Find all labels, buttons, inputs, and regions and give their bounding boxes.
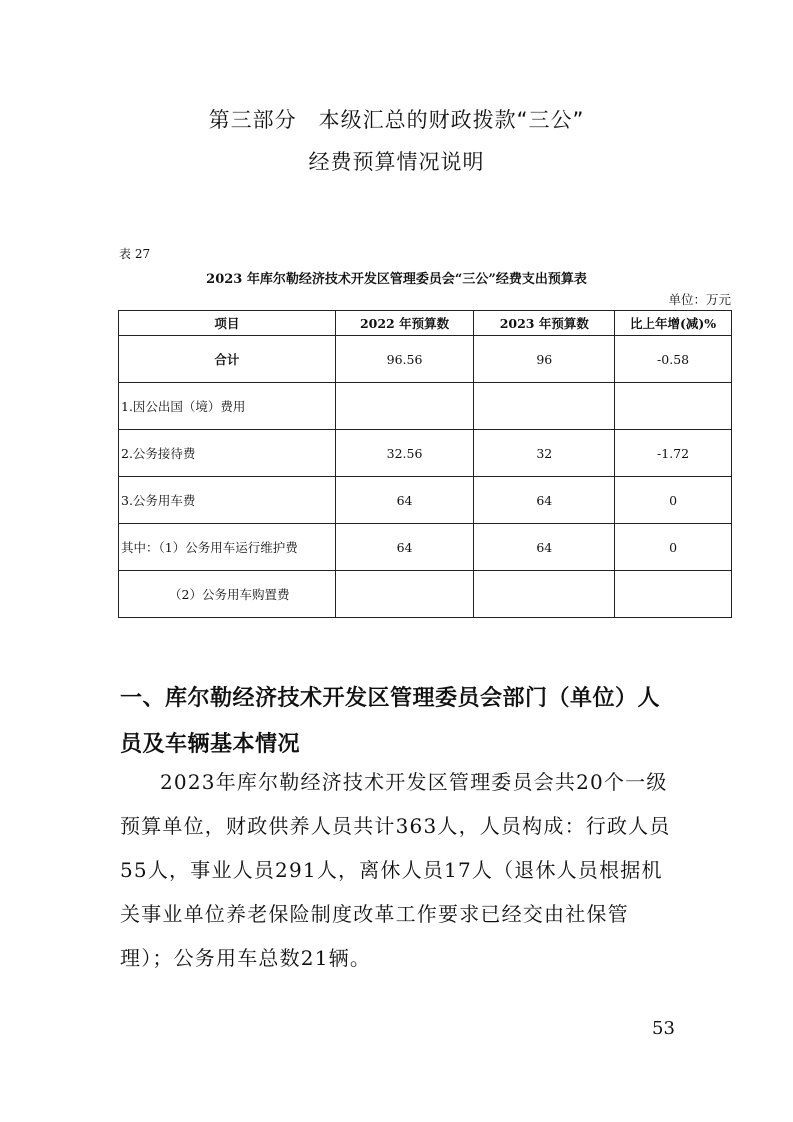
page-title-line-2: 经费预算情况说明 (308, 150, 485, 174)
table-row (119, 336, 732, 383)
row-change-value (615, 383, 732, 430)
table-title: 2023 年库尔勒经济技术开发区管理委员会“三公”经费支出预算表 (206, 272, 587, 287)
row-2022-value (335, 383, 474, 430)
row-2023-value (474, 383, 615, 430)
row-item-label: （2）公务用车购置费 (119, 571, 336, 618)
table-row (119, 383, 732, 430)
unit-label: 单位：万元 (668, 292, 731, 307)
table-row (119, 524, 732, 571)
row-change-value: -1.72 (615, 430, 732, 477)
header-2023-budget: 2023 年预算数 (474, 311, 615, 336)
row-2022-value: 64 (335, 477, 474, 524)
row-change-value (615, 571, 732, 618)
table-row (119, 571, 732, 618)
row-2023-value (474, 571, 615, 618)
row-item-label: 2.公务接待费 (119, 430, 336, 477)
row-2023-value: 96 (474, 336, 615, 383)
section-heading: 一、库尔勒经济技术开发区管理委员会部门（单位）人员及车辆基本情况 (120, 686, 661, 757)
row-change-value: -0.58 (615, 336, 732, 383)
row-2022-value: 64 (335, 524, 474, 571)
row-2023-value: 64 (474, 524, 615, 571)
page-title-line-1: 第三部分 本级汇总的财政拨款“三公” (208, 108, 585, 132)
body-paragraph: 2023年库尔勒经济技术开发区管理委员会共20个一级预算单位，财政供养人员共计363人，人员构成：行政人员55人，事业人员291人，离休人员17人（退休人员根据机关事业单位养老保险制度改革工作要求已经交由社保管理）；公务用车总数21辆。 (120, 770, 671, 970)
row-2022-value (335, 571, 474, 618)
header-item: 项目 (119, 311, 336, 336)
page-number: 53 (652, 1018, 675, 1039)
header-change-percent: 比上年增(减)% (615, 311, 732, 336)
table-header-row (119, 311, 732, 336)
row-change-value: 0 (615, 477, 732, 524)
row-2023-value: 64 (474, 477, 615, 524)
row-change-value: 0 (615, 524, 732, 571)
budget-table (118, 310, 732, 618)
row-2022-value: 32.56 (335, 430, 474, 477)
table-row (119, 430, 732, 477)
table-row (119, 477, 732, 524)
row-item-label: 3.公务用车费 (119, 477, 336, 524)
row-item-label: 合计 (119, 336, 336, 383)
row-item-label: 其中：（1）公务用车运行维护费 (119, 524, 336, 571)
header-2022-budget: 2022 年预算数 (335, 311, 474, 336)
row-item-label: 1.因公出国（境）费用 (119, 383, 336, 430)
row-2023-value: 32 (474, 430, 615, 477)
row-2022-value: 96.56 (335, 336, 474, 383)
table-number-label: 表 27 (119, 247, 151, 261)
